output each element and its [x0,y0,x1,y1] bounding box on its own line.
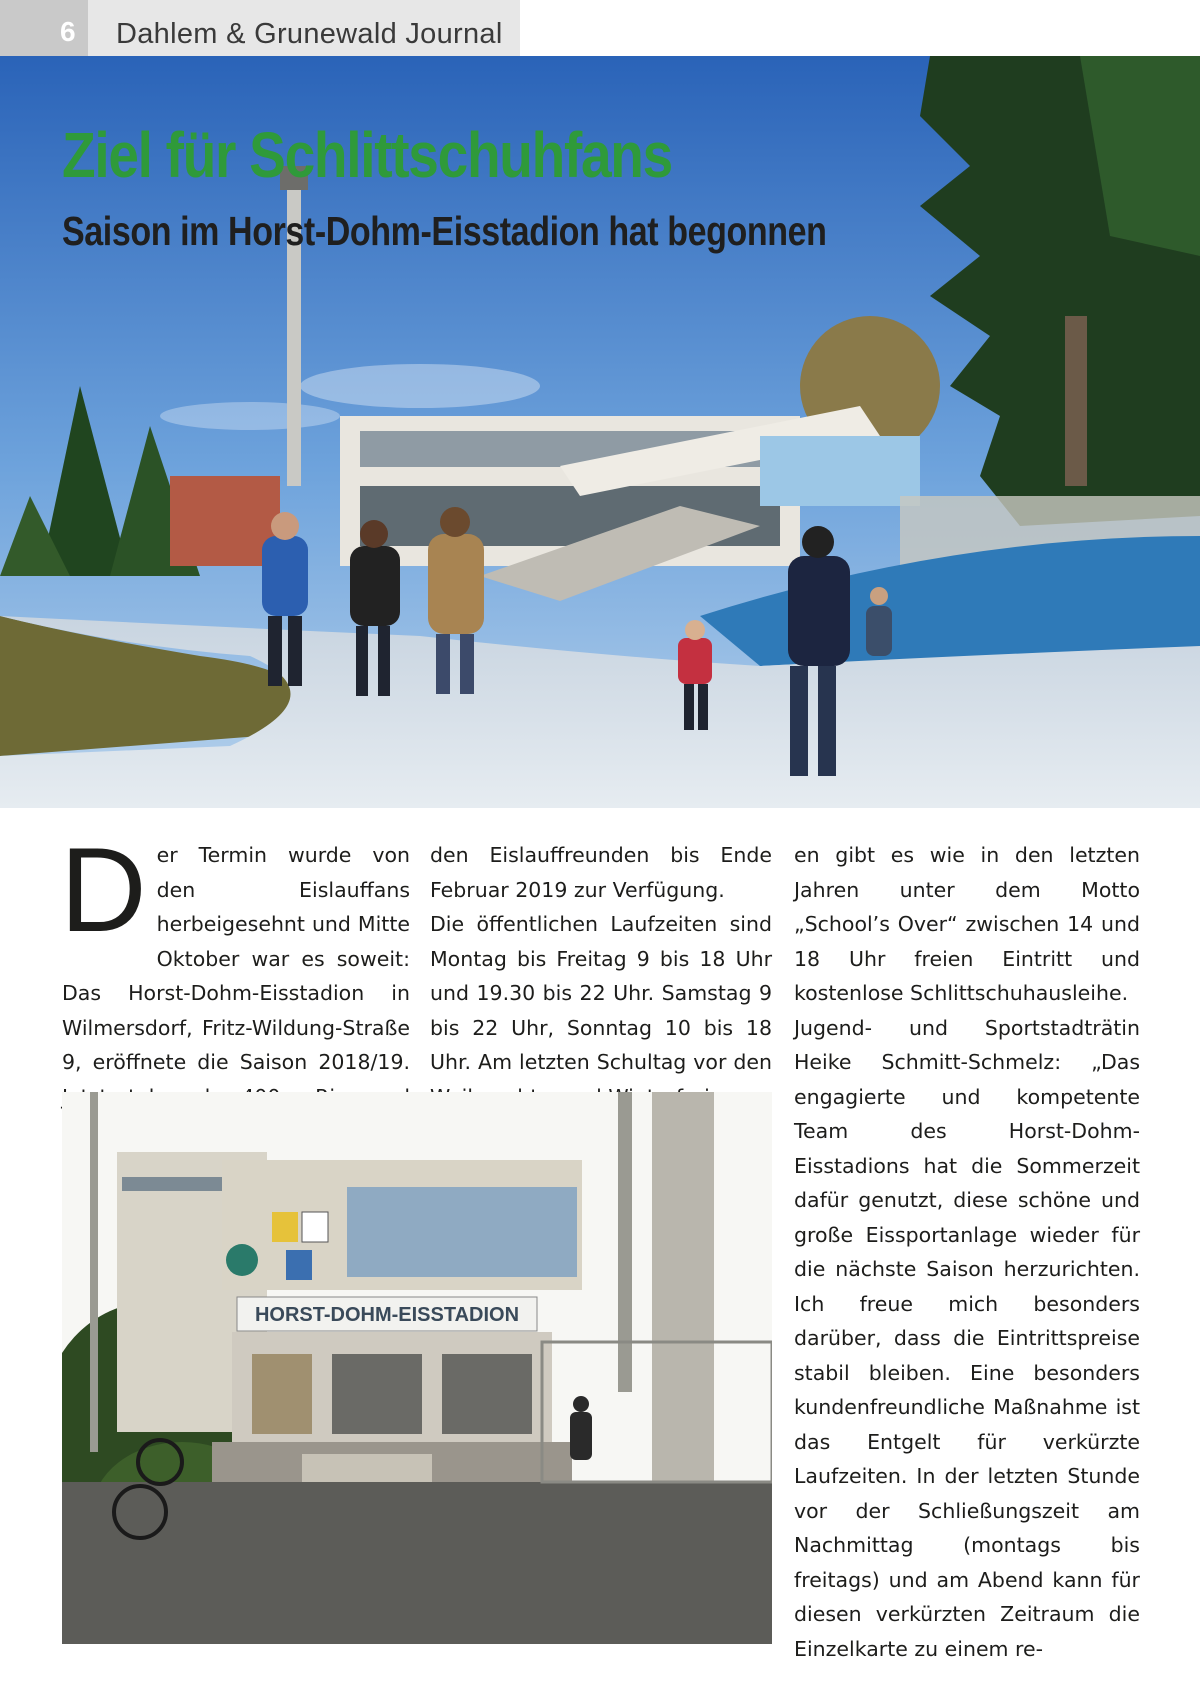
col3-paragraph-2: Jugend- und Sportstadträtin Heike Schmitt-Schmelz: „Das engagierte und kompetente Team des Horst-Dohm-Eisstadions hat die Sommerzeit dafür genutzt, diese schöne und große Eissportanlage wieder für die nächste Saison herzurichten. Ich freue mich besonders darüber, dass die Eintrittspreise stabil bleiben. Eine besonders kundenfreundliche Maßnahme ist das Entgelt für verkürzte Laufzeiten. In der letzten Stunde vor der Schließungszeit am Nachmittag (montags bis freitags) und am Abend kann für diesen verkürzten Zeitraum die Einzelkarte zu einem re- [794,1015,1140,1661]
stadium-entrance-illustration [62,1092,772,1644]
dropcap: D [60,823,147,957]
col2-paragraph-1: den Eislauffreunden bis Ende Februar 2019 zur Verfügung. [430,843,772,902]
stadium-sign: HORST-DOHM-EISSTADION [254,1304,520,1326]
header-bar [0,0,520,56]
text-column-2 [430,838,772,1114]
text-column-3 [794,838,1140,1666]
col2-paragraph-2: Die öffentlichen Laufzeiten sind Montag bis Freitag 9 bis 18 Uhr und 19.30 bis 22 Uhr. Samstag 9 bis 22 Uhr, Sonntag 10 bis 18 Uhr. Am letzten Schultag vor den [430,912,772,1074]
col1-paragraph: er Termin wurde von den Eislauffans herbeigesehnt und Mitte Oktober war es soweit: Das Horst-Dohm-Eisstadion in Wilmersdorf, Fritz-Wildung-Straße 9, eröffnete die Saison 2018/19. [62,843,410,1074]
headline: Ziel für Schlittschuhfans [62,119,672,191]
col3-paragraph-1: en gibt es wie in den letzten Jahren unter dem Motto „School’s Over“ zwischen 14 und 18 Uhr freien Eintritt und kostenlose Schlittschuhausleihe. [794,843,1140,1005]
journal-name: Dahlem & Grunewald Journal [116,18,503,50]
page-number: 6 [0,0,88,56]
entrance-photo [62,1092,772,1644]
subheadline: Saison im Horst-Dohm-Eisstadion hat begonnen [62,208,827,254]
